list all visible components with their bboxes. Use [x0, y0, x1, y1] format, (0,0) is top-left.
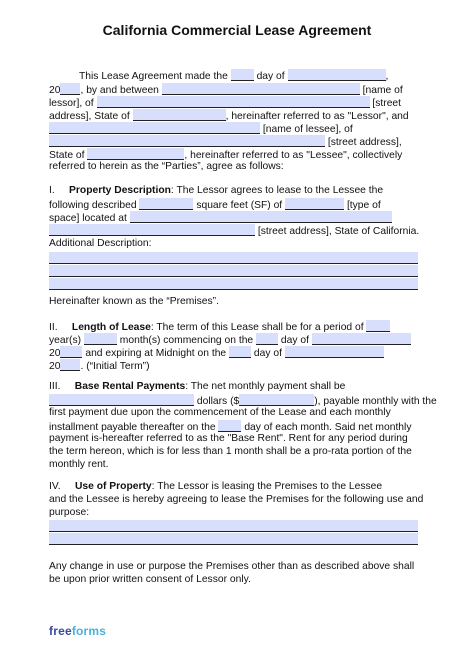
intro-line-6: [street address],	[49, 135, 402, 147]
section-3-heading: Base Rental Payments	[74, 381, 186, 392]
intro-line-7: State of , hereinafter referred to as "Lessee", collectively	[49, 150, 403, 161]
section-3-line-6: the term hereon, which is for less than 1 month shall be a pro-rata portion of the	[49, 446, 412, 457]
section-2-line-3: 20 and expiring at Midnight on the day of	[49, 346, 384, 358]
section-2-heading: Length of Lease	[71, 322, 151, 333]
section-4-line-2: and the Lessee is hereby agreeing to lease the Premises for the following use and	[49, 494, 424, 505]
lessor-address-field[interactable]	[97, 96, 370, 108]
intro-line-8: referred to herein as the “Parties”, agree as follows:	[49, 161, 284, 172]
lease-months-field[interactable]	[84, 333, 117, 345]
intro-line-3: lessor], of [street	[49, 98, 402, 109]
section-4-line-1: IV. Use of Property: The Lessor is leasing the Premises to the Lessee	[49, 481, 383, 492]
additional-description-field-3[interactable]	[49, 278, 418, 290]
intro-line-4: address], State of , hereinafter referred to as "Lessor", and	[49, 111, 409, 122]
section-3-line-2: dollars ($ ), payable monthly with the	[49, 394, 437, 406]
use-purpose-field-1[interactable]	[49, 520, 418, 532]
property-street-address-field[interactable]	[49, 224, 255, 236]
section-1-line-4: [street address], State of California.	[49, 224, 419, 236]
additional-description-label: Additional Description:	[49, 238, 152, 249]
section-1-line-2: following described square feet (SF) of [type of	[49, 200, 381, 211]
commencement-month-field[interactable]	[312, 333, 411, 345]
expiration-year-field[interactable]	[60, 359, 80, 371]
expiration-day-field[interactable]	[229, 346, 251, 358]
agreement-month-field[interactable]	[288, 69, 386, 81]
lessor-name-field[interactable]	[162, 83, 360, 95]
lease-years-field[interactable]	[366, 320, 390, 332]
additional-description-field-1[interactable]	[49, 252, 418, 264]
expiration-month-field[interactable]	[285, 346, 384, 358]
section-3-line-7: monthly rent.	[49, 459, 109, 470]
lessee-address-field[interactable]	[49, 135, 325, 147]
section-2-line-4: 20 . (“Initial Term”)	[49, 361, 150, 372]
intro-line-5: [name of lessee], of	[49, 122, 353, 134]
section-3-line-5: payment is-hereafter referred to as the "Base Rent". Rent for any period during	[49, 433, 408, 444]
section-4-heading: Use of Property	[74, 481, 152, 492]
intro-line-1: This Lease Agreement made the day of ,	[79, 71, 389, 82]
rent-amount-field[interactable]	[239, 394, 314, 406]
section-2-line-1: II. Length of Lease: The term of this Lease shall be for a period of	[49, 320, 390, 332]
document-title: California Commercial Lease Agreement	[102, 22, 372, 38]
premises-definition: Hereinafter known as the “Premises”.	[49, 296, 219, 307]
lessee-state-field[interactable]	[87, 148, 184, 160]
agreement-year-field[interactable]	[60, 83, 80, 95]
section-4-line-3: purpose:	[49, 507, 90, 518]
agreement-day-field[interactable]	[231, 69, 254, 81]
change-of-use-line-1: Any change in use or purpose the Premises other than as described above shall	[49, 561, 415, 572]
commencement-day-field[interactable]	[256, 333, 278, 345]
rent-due-day-field[interactable]	[218, 420, 241, 432]
section-1-heading: Property Description	[69, 185, 171, 196]
section-3-line-4: installment payable thereafter on the day of each month. Said net monthly	[49, 422, 412, 433]
intro-line-2: 20 , by and between [name of	[49, 85, 403, 96]
commencement-year-field[interactable]	[60, 346, 82, 358]
space-type-field[interactable]	[285, 198, 344, 210]
section-3-line-1: III. Base Rental Payments: The net monthly payment shall be	[49, 381, 346, 392]
section-2-line-2: year(s) month(s) commencing on the day of	[49, 333, 411, 345]
lessee-name-field[interactable]	[49, 122, 260, 134]
property-location-field[interactable]	[130, 211, 392, 223]
section-1-line-3: space] located at	[49, 211, 392, 223]
square-feet-field[interactable]	[139, 198, 193, 210]
use-purpose-field-2[interactable]	[49, 533, 418, 545]
rent-amount-words-field[interactable]	[49, 394, 194, 406]
section-3-line-3: first payment due upon the commencement of the Lease and each monthly	[49, 407, 391, 418]
freeforms-logo: freeforms	[49, 624, 107, 638]
additional-description-field-2[interactable]	[49, 265, 418, 277]
change-of-use-line-2: be upon prior written consent of Lessor only.	[49, 574, 251, 585]
section-1-line-1: I. Property Description: The Lessor agrees to lease to the Lessee the	[49, 185, 384, 196]
lessor-state-field[interactable]	[133, 109, 226, 121]
